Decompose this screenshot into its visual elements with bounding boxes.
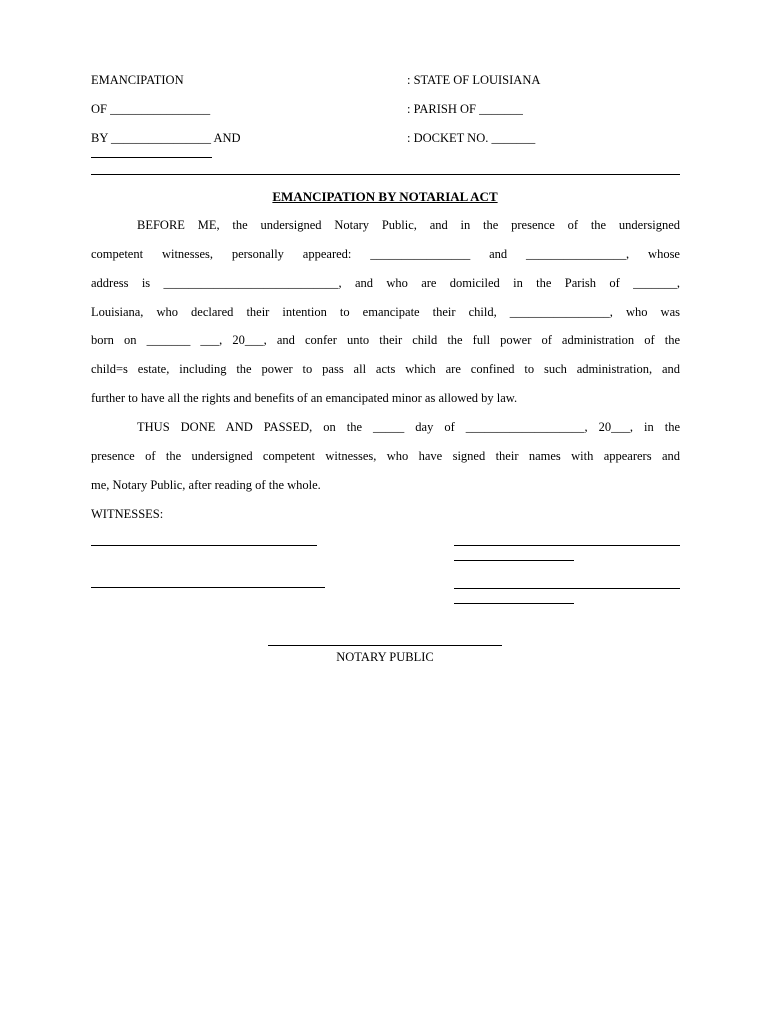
body-line-2: competent witnesses, personally appeared: ________________ and ________________, whose [91, 247, 680, 261]
witness-signature-line-1 [91, 545, 317, 546]
body-line-1: BEFORE ME, the undersigned Notary Public, and in the presence of the undersigned [137, 218, 680, 232]
appearer-signature-line-2b [454, 603, 574, 604]
appearer-signature-line-1 [454, 545, 680, 546]
body-line-3: address is ____________________________, and who are domiciled in the Parish of _______, [91, 276, 680, 290]
caption-emancipation: EMANCIPATION [91, 73, 184, 87]
body-line-4: Louisiana, who declared their intention to emancipate their child, ________________, who was [91, 305, 680, 319]
appearer-signature-line-2 [454, 588, 680, 589]
caption-name-blank [91, 157, 212, 158]
caption-docket: : DOCKET NO. _______ [407, 131, 536, 145]
witnesses-label: WITNESSES: [91, 507, 164, 521]
caption-by-line: BY ________________ AND [91, 131, 241, 145]
notary-signature-line [268, 645, 502, 646]
caption-divider [91, 174, 680, 175]
body-line-6: child=s estate, including the power to pass all acts which are confined to such administration, and [91, 362, 680, 376]
body-line-7: further to have all the rights and benefits of an emancipated minor as allowed by law. [91, 391, 518, 405]
body-line-8: THUS DONE AND PASSED, on the _____ day of ___________________, 20___, in the [137, 420, 680, 434]
caption-of-line: OF ________________ [91, 102, 211, 116]
notary-public-label: NOTARY PUBLIC [336, 650, 434, 664]
caption-state: : STATE OF LOUISIANA [407, 73, 541, 87]
body-line-5: born on _______ ___, 20___, and confer unto their child the full power of administration of the [91, 333, 680, 347]
document-title: EMANCIPATION BY NOTARIAL ACT [272, 189, 498, 204]
body-line-9: presence of the undersigned competent witnesses, who have signed their names with appearers and [91, 449, 680, 463]
caption-parish: : PARISH OF _______ [407, 102, 523, 116]
appearer-signature-line-1b [454, 560, 574, 561]
body-line-10: me, Notary Public, after reading of the whole. [91, 478, 321, 492]
witness-signature-line-2 [91, 587, 325, 588]
